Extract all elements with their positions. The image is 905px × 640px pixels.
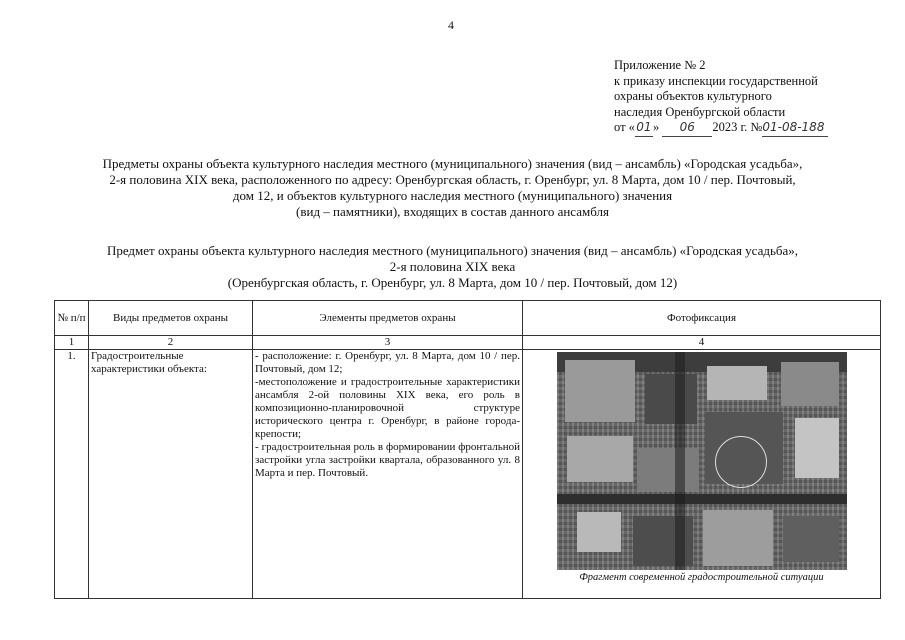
appendix-title: Приложение № 2 [614,58,706,72]
subject-heading-line: Предмет охраны объекта культурного наследия местного (муниципального) значения (вид – ансамбль) «Городская усадьба», [106,243,799,258]
col-header-photo: Фотофиксация [523,301,881,336]
row-type: Градостроительные характеристики объекта: [89,350,253,599]
appendix-region-line: наследия Оренбургской области [614,104,786,119]
photo-caption: Фрагмент современной градостроительной ситуации [579,572,824,583]
date-prefix: от « [614,120,635,134]
row-photo [523,350,881,599]
col-header-elements: Элементы предметов охраны [253,301,523,336]
subject-heading [30,243,875,291]
handwritten-number: 01-08-188 [762,120,828,137]
column-number: 3 [253,336,523,350]
row-number: 1. [55,350,89,599]
main-heading-line: (вид – памятники), входящих в состав данного ансамбля [296,204,609,219]
main-heading-line: 2-я половина XIX века, расположенного по адресу: Оренбургская область, г. Оренбург, ул. 8 Марта, дом 10 / пер. Почтовый, [109,172,796,187]
subject-heading-address: (Оренбургская область, г. Оренбург, ул. 8 Марта, дом 10 / пер. Почтовый, дом 12) [227,275,678,290]
appendix-block [614,58,828,137]
table-header-row [55,301,881,336]
main-heading [30,156,875,220]
element-item: - расположение: г. Оренбург, ул. 8 Марта, дом 10 / пер. Почтовый, дом 12; [255,350,520,375]
appendix-order-line: к приказу инспекции государственной [614,73,818,88]
table-row [55,350,881,599]
element-item: - градостроительная роль в формировании фронтальной застройки угла застройки квартала, образованного ул. 8 Марта и пер. Почтовый. [255,441,520,479]
subject-heading-line: 2-я половина XIX века [389,259,516,274]
quote-close: » [652,120,660,134]
main-heading-line: Предметы охраны объекта культурного наследия местного (муниципального) значения (вид – ансамбль) «Городская усадьба», [102,156,803,171]
aerial-photo [557,352,847,570]
handwritten-month: 06 [662,120,712,137]
handwritten-day: 01 [635,120,653,137]
protection-table [54,300,881,599]
element-item: -местоположение и градостроительные характеристики ансамбля 2-ой половины XIX века, его роль в композиционно-планировочной структуре исторического центра г. Оренбург, в районе города-крепости; [255,376,520,440]
appendix-authority-line: охраны объектов культурного [614,89,772,103]
column-number: 2 [89,336,253,350]
year-text: 2023 г. № [712,120,763,134]
row-elements [253,350,523,599]
col-header-number: № п/п [55,301,89,336]
column-number: 4 [523,336,881,350]
page-number: 4 [448,18,454,32]
column-number: 1 [55,336,89,350]
main-heading-line: дом 12, и объектов культурного наследия местного (муниципального) значения [232,188,673,203]
column-number-row [55,336,881,350]
appendix-date-line [614,120,828,137]
col-header-type: Виды предметов охраны [89,301,253,336]
